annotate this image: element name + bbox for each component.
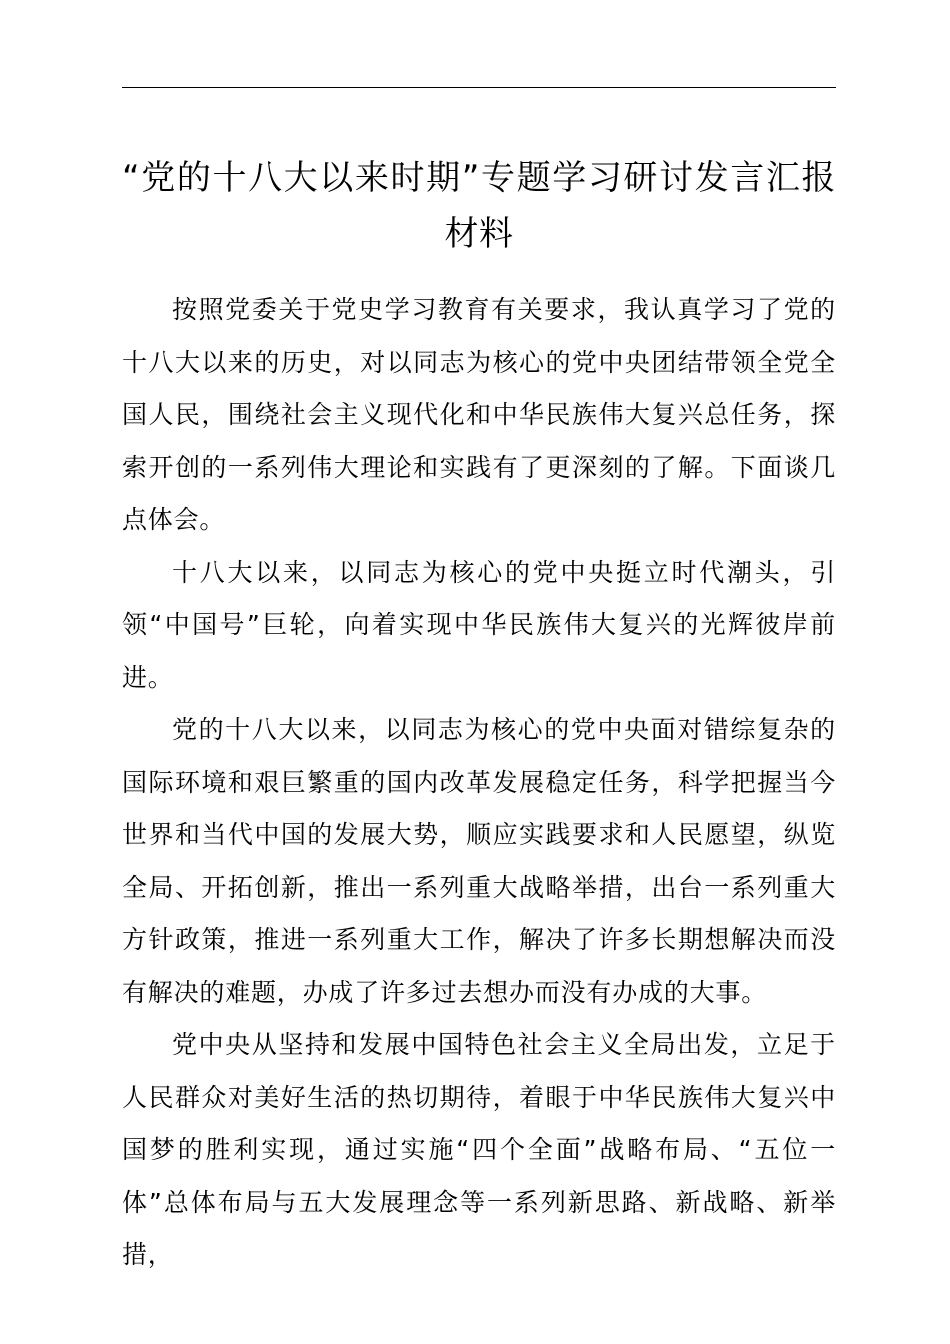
header-rule: [122, 87, 836, 88]
title-line-2: 材料: [444, 214, 514, 254]
title-line-1: “党的十八大以来时期”专题学习研讨发言汇报: [122, 158, 836, 198]
paragraph-1: 按照党委关于党史学习教育有关要求，我认真学习了党的十八大以来的历史，对以同志为核心的党中央团结带领全党全国人民，围绕社会主义现代化和中华民族伟大复兴总任务，探索开创的一系列伟大理论和实践有了更深刻的了解。下面谈几点体会。: [122, 295, 836, 534]
document-body: [122, 284, 836, 1282]
paragraph-4: 党中央从坚持和发展中国特色社会主义全局出发，立足于人民群众对美好生活的热切期待，着眼于中华民族伟大复兴中国梦的胜利实现，通过实施“四个全面”战略布局、“五位一体”总体布局与五大发展理念等一系列新思路、新战略、新举措，: [122, 1030, 836, 1269]
paragraph-2: 十八大以来，以同志为核心的党中央挺立时代潮头，引领“中国号”巨轮，向着实现中华民族伟大复兴的光辉彼岸前进。: [122, 557, 836, 692]
paragraph-3: 党的十八大以来，以同志为核心的党中央面对错综复杂的国际环境和艰巨繁重的国内改革发展稳定任务，科学把握当今世界和当代中国的发展大势，顺应实践要求和人民愿望，纵览全局、开拓创新，推出一系列重大战略举措，出台一系列重大方针政策，推进一系列重大工作，解决了许多长期想解决而没有解决的难题，办成了许多过去想办而没有办成的大事。: [122, 715, 836, 1007]
document-title: [122, 150, 836, 262]
